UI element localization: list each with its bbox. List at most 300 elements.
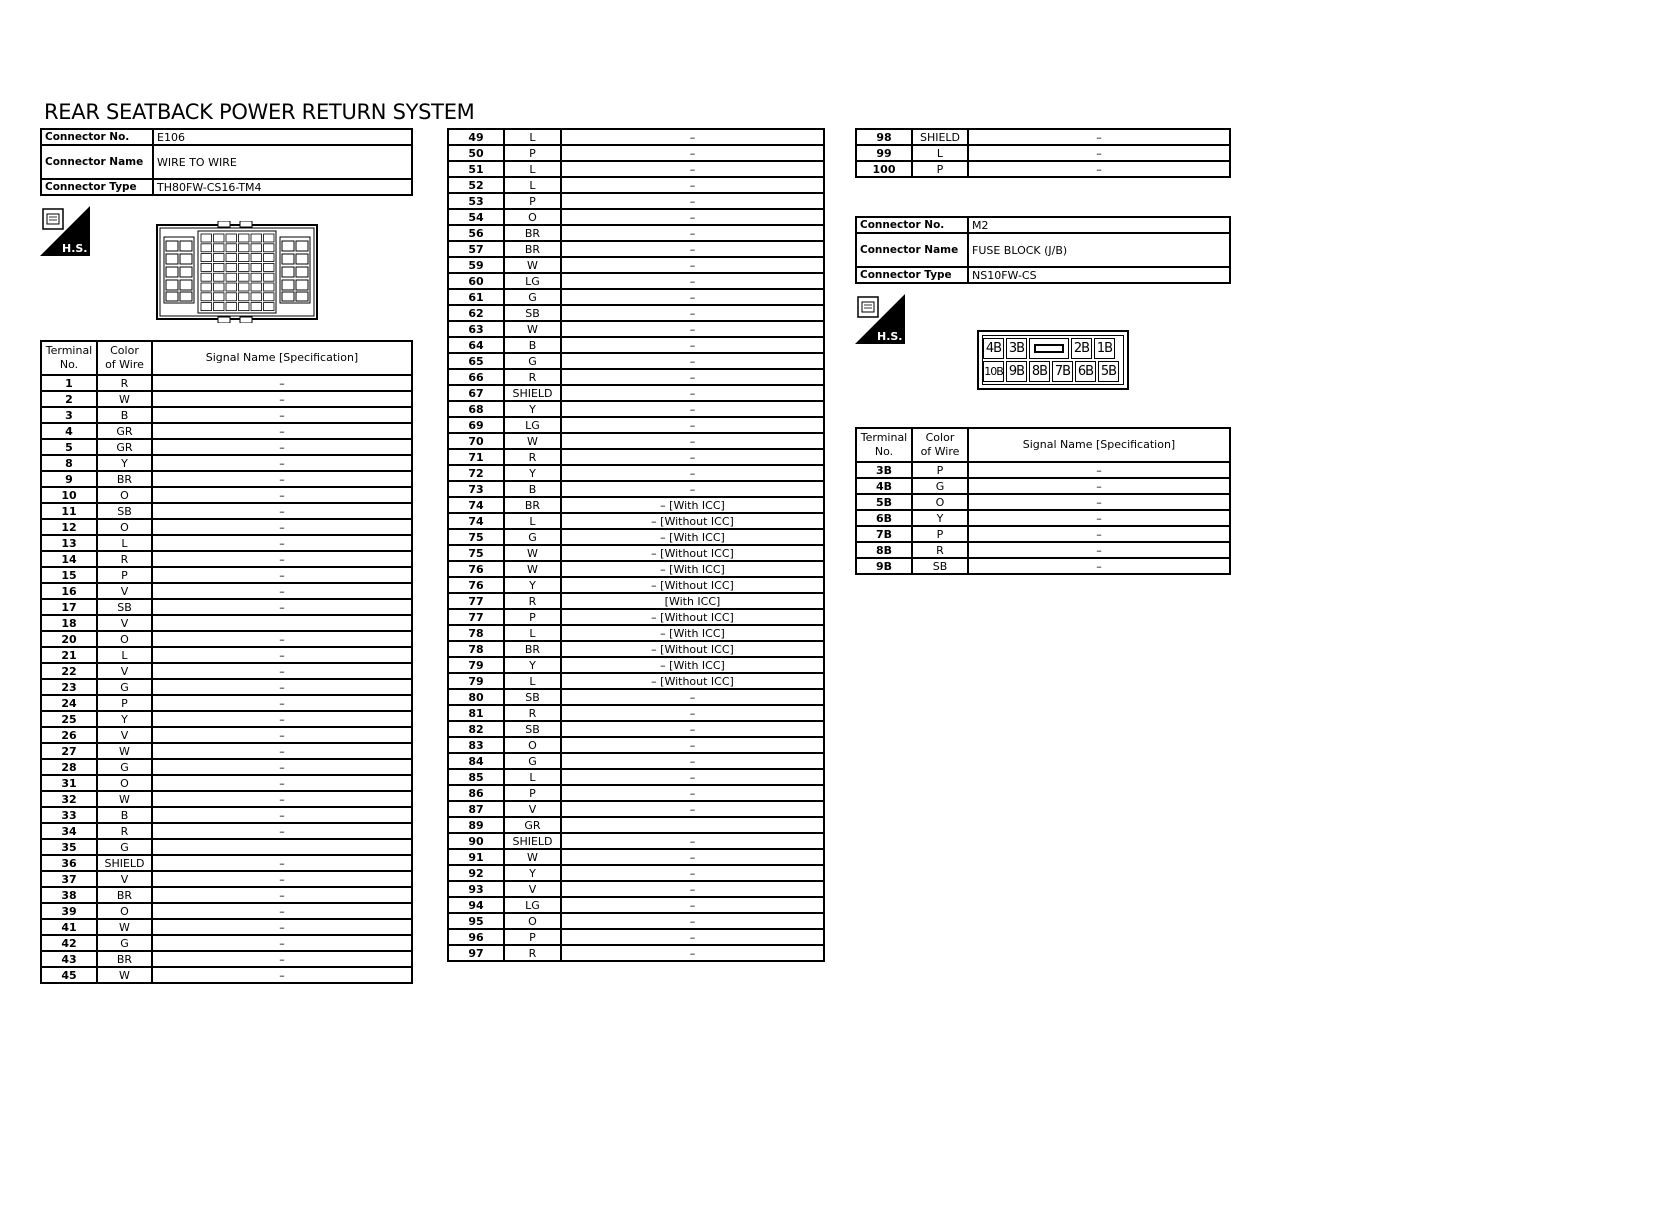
signal-name-cell: – — [968, 558, 1230, 574]
wire-color-cell: O — [97, 775, 152, 791]
signal-name-cell: – — [152, 903, 412, 919]
wire-color-cell: GR — [97, 423, 152, 439]
wire-color-cell: O — [504, 737, 561, 753]
terminal-no-cell: 13 — [41, 535, 97, 551]
table-row — [856, 494, 1230, 510]
table-row — [448, 945, 824, 961]
connector-name-label: Connector Name — [41, 145, 153, 179]
connector-info-m2 — [855, 216, 1231, 284]
table-row — [856, 526, 1230, 542]
wire-color-cell: V — [97, 663, 152, 679]
cavity-label: 6B — [1075, 361, 1096, 382]
terminal-no-cell: 52 — [448, 177, 504, 193]
table-row — [448, 753, 824, 769]
table-row — [41, 887, 412, 903]
table-row — [448, 241, 824, 257]
wire-color-cell: L — [504, 673, 561, 689]
connector-cavity — [264, 293, 275, 301]
connector-cavity — [251, 244, 262, 252]
terminal-no-cell: 22 — [41, 663, 97, 679]
terminal-no-cell: 89 — [448, 817, 504, 833]
wire-color-cell: W — [97, 743, 152, 759]
signal-name-cell: – — [152, 727, 412, 743]
signal-name-cell: – — [561, 225, 824, 241]
terminal-no-cell: 6B — [856, 510, 912, 526]
signal-name-cell: – [Without ICC] — [561, 513, 824, 529]
wire-color-cell: Y — [97, 711, 152, 727]
cavity-label: 1B — [1094, 338, 1115, 359]
signal-name-cell: – — [561, 465, 824, 481]
terminal-no-cell: 54 — [448, 209, 504, 225]
connector-cavity — [251, 254, 262, 262]
signal-name-cell: – — [561, 737, 824, 753]
terminal-no-cell: 50 — [448, 145, 504, 161]
terminal-table-3 — [855, 128, 1231, 178]
wire-color-cell: L — [504, 177, 561, 193]
terminal-no-cell: 63 — [448, 321, 504, 337]
connector-cavity — [264, 273, 275, 281]
wire-color-cell: G — [504, 753, 561, 769]
color-of-wire-header: Color of Wire — [97, 341, 152, 375]
terminal-no-cell: 37 — [41, 871, 97, 887]
terminal-no-cell: 78 — [448, 641, 504, 657]
table-row — [41, 727, 412, 743]
connector-cavity — [251, 273, 262, 281]
wire-color-cell: G — [504, 353, 561, 369]
signal-name-cell: – — [152, 663, 412, 679]
wire-color-cell: G — [504, 529, 561, 545]
signal-name-cell: – — [561, 369, 824, 385]
terminal-no-cell: 34 — [41, 823, 97, 839]
table-row — [448, 641, 824, 657]
wire-color-cell: L — [912, 145, 968, 161]
signal-name-cell: – [With ICC] — [561, 497, 824, 513]
table-row — [448, 865, 824, 881]
wire-color-cell: L — [504, 513, 561, 529]
table-row — [41, 487, 412, 503]
cavity-label: 10B — [983, 361, 1004, 382]
connector-cavity — [226, 234, 237, 242]
signal-name-cell — [152, 615, 412, 631]
terminal-no-cell: 41 — [41, 919, 97, 935]
wire-color-cell: O — [504, 209, 561, 225]
table-row — [448, 145, 824, 161]
table-row — [448, 545, 824, 561]
cavity-label: 8B — [1029, 361, 1050, 382]
signal-name-cell: – — [152, 455, 412, 471]
wire-color-cell: O — [97, 903, 152, 919]
connector-cavity — [239, 273, 250, 281]
wire-color-cell: R — [97, 375, 152, 391]
table-row — [448, 433, 824, 449]
table-row — [856, 462, 1230, 478]
wire-color-cell: B — [504, 337, 561, 353]
connector-cavity — [201, 254, 212, 262]
table-row — [448, 497, 824, 513]
terminal-no-cell: 15 — [41, 567, 97, 583]
wire-color-cell: G — [97, 679, 152, 695]
signal-name-cell: – — [152, 775, 412, 791]
terminal-no-cell: 66 — [448, 369, 504, 385]
terminal-no-cell: 100 — [856, 161, 912, 177]
terminal-no-cell: 43 — [41, 951, 97, 967]
wire-color-cell: W — [504, 545, 561, 561]
signal-name-cell: – — [561, 913, 824, 929]
terminal-no-cell: 51 — [448, 161, 504, 177]
terminal-no-cell: 42 — [41, 935, 97, 951]
connector-cavity — [201, 273, 212, 281]
connector-face-m2 — [977, 330, 1129, 390]
terminal-no-cell: 79 — [448, 657, 504, 673]
connector-cavity — [226, 283, 237, 291]
terminal-no-cell: 75 — [448, 545, 504, 561]
terminal-no-cell: 79 — [448, 673, 504, 689]
table-row — [448, 673, 824, 689]
signal-name-header: Signal Name [Specification] — [152, 341, 412, 375]
table-row — [41, 823, 412, 839]
terminal-no-cell: 62 — [448, 305, 504, 321]
wire-color-cell: Y — [504, 465, 561, 481]
wire-color-cell: P — [97, 695, 152, 711]
wire-color-cell: R — [504, 449, 561, 465]
connector-cavity — [214, 254, 225, 262]
signal-name-cell: – — [561, 305, 824, 321]
signal-name-cell: – — [561, 705, 824, 721]
table-row — [448, 257, 824, 273]
connector-no-label: Connector No. — [41, 129, 153, 145]
signal-name-cell: – — [561, 145, 824, 161]
table-row — [448, 209, 824, 225]
table-row — [41, 743, 412, 759]
terminal-no-cell: 27 — [41, 743, 97, 759]
connector-face-e106 — [156, 221, 318, 323]
signal-name-cell: – — [152, 647, 412, 663]
signal-name-cell: – — [561, 289, 824, 305]
connector-type-value: TH80FW-CS16-TM4 — [153, 179, 412, 195]
terminal-table-1 — [40, 340, 413, 984]
wire-color-cell: R — [504, 945, 561, 961]
table-row — [448, 337, 824, 353]
wire-color-cell: O — [912, 494, 968, 510]
terminal-no-cell: 38 — [41, 887, 97, 903]
wire-color-cell: G — [504, 289, 561, 305]
terminal-no-cell: 26 — [41, 727, 97, 743]
terminal-no-cell: 76 — [448, 577, 504, 593]
signal-name-cell: – — [152, 743, 412, 759]
terminal-no-cell: 57 — [448, 241, 504, 257]
connector-type-label: Connector Type — [856, 267, 968, 283]
harness-side-icon — [855, 294, 905, 344]
table-row — [41, 711, 412, 727]
table-row — [448, 689, 824, 705]
terminal-no-cell: 74 — [448, 513, 504, 529]
table-row — [448, 449, 824, 465]
table-row — [41, 679, 412, 695]
wire-color-cell: SB — [912, 558, 968, 574]
terminal-no-cell: 8B — [856, 542, 912, 558]
terminal-no-cell: 35 — [41, 839, 97, 855]
connector-name-value: FUSE BLOCK (J/B) — [968, 233, 1230, 267]
terminal-no-cell: 14 — [41, 551, 97, 567]
wire-color-cell: W — [504, 561, 561, 577]
wire-color-cell: W — [504, 849, 561, 865]
terminal-no-cell: 81 — [448, 705, 504, 721]
table-row — [448, 129, 824, 145]
terminal-no-cell: 71 — [448, 449, 504, 465]
table-row — [448, 305, 824, 321]
wire-color-cell: O — [97, 631, 152, 647]
terminal-no-cell: 39 — [41, 903, 97, 919]
terminal-no-cell: 3 — [41, 407, 97, 423]
signal-name-cell: – — [561, 257, 824, 273]
wire-color-cell: V — [97, 583, 152, 599]
terminal-no-cell: 76 — [448, 561, 504, 577]
table-row — [448, 161, 824, 177]
table-row — [448, 801, 824, 817]
signal-name-cell: – — [152, 759, 412, 775]
wire-color-cell: SHIELD — [504, 385, 561, 401]
connector-cavity — [239, 263, 250, 271]
wire-color-cell: SHIELD — [504, 833, 561, 849]
wire-color-cell: B — [97, 407, 152, 423]
signal-name-cell: – [With ICC] — [561, 625, 824, 641]
wire-color-cell: SB — [97, 503, 152, 519]
signal-name-cell: – — [561, 401, 824, 417]
signal-name-cell: – — [152, 599, 412, 615]
table-row — [41, 663, 412, 679]
terminal-no-cell: 17 — [41, 599, 97, 615]
terminal-no-cell: 53 — [448, 193, 504, 209]
signal-name-cell: – — [152, 551, 412, 567]
table-row — [41, 647, 412, 663]
terminal-no-cell: 5B — [856, 494, 912, 510]
signal-name-cell: – — [561, 801, 824, 817]
cavity-label: 7B — [1052, 361, 1073, 382]
cavity-label: 5B — [1098, 361, 1119, 382]
terminal-no-cell: 10 — [41, 487, 97, 503]
connector-cavity — [239, 283, 250, 291]
signal-name-cell: – — [152, 391, 412, 407]
wire-color-cell: P — [912, 526, 968, 542]
signal-name-cell: – — [561, 865, 824, 881]
wire-color-cell: B — [504, 481, 561, 497]
table-row — [856, 161, 1230, 177]
terminal-no-cell: 31 — [41, 775, 97, 791]
connector-cavity — [264, 263, 275, 271]
connector-cavity — [251, 234, 262, 242]
wire-color-cell: L — [504, 129, 561, 145]
signal-name-cell: – — [561, 449, 824, 465]
terminal-no-cell: 36 — [41, 855, 97, 871]
signal-name-cell: – — [561, 337, 824, 353]
terminal-no-cell: 7B — [856, 526, 912, 542]
signal-name-cell: – — [968, 161, 1230, 177]
connector-cavity — [214, 303, 225, 311]
wire-color-cell: BR — [97, 951, 152, 967]
table-row — [41, 423, 412, 439]
terminal-no-cell: 20 — [41, 631, 97, 647]
signal-name-cell: – [With ICC] — [561, 561, 824, 577]
signal-name-cell: – — [152, 487, 412, 503]
connector-cavity — [214, 244, 225, 252]
table-row — [41, 807, 412, 823]
connector-cavity — [214, 293, 225, 301]
terminal-no-cell: 87 — [448, 801, 504, 817]
terminal-no-cell: 70 — [448, 433, 504, 449]
wire-color-cell: BR — [504, 497, 561, 513]
terminal-no-cell: 60 — [448, 273, 504, 289]
signal-name-cell: – — [152, 919, 412, 935]
terminal-no-cell: 67 — [448, 385, 504, 401]
table-row — [856, 478, 1230, 494]
table-row — [41, 519, 412, 535]
connector-cavity — [251, 293, 262, 301]
terminal-no-cell: 16 — [41, 583, 97, 599]
signal-name-cell: – — [561, 945, 824, 961]
signal-name-cell: – — [561, 785, 824, 801]
terminal-no-cell: 9B — [856, 558, 912, 574]
wire-color-cell: LG — [504, 897, 561, 913]
table-row — [41, 583, 412, 599]
signal-name-cell: – — [152, 519, 412, 535]
table-row — [41, 551, 412, 567]
signal-name-cell: – — [152, 951, 412, 967]
wire-color-cell: Y — [504, 657, 561, 673]
table-row — [41, 759, 412, 775]
terminal-no-cell: 77 — [448, 609, 504, 625]
signal-name-cell: – — [561, 417, 824, 433]
terminal-no-cell: 3B — [856, 462, 912, 478]
signal-name-cell: – — [561, 769, 824, 785]
terminal-no-cell: 95 — [448, 913, 504, 929]
table-row — [41, 791, 412, 807]
signal-name-cell: – [Without ICC] — [561, 577, 824, 593]
table-row — [448, 705, 824, 721]
terminal-no-cell: 83 — [448, 737, 504, 753]
terminal-no-cell: 68 — [448, 401, 504, 417]
wire-color-cell: Y — [504, 401, 561, 417]
connector-cavity — [214, 273, 225, 281]
wire-color-cell: W — [97, 967, 152, 983]
wire-color-cell: Y — [912, 510, 968, 526]
terminal-no-cell: 4B — [856, 478, 912, 494]
wire-color-cell: L — [504, 625, 561, 641]
terminal-no-cell: 49 — [448, 129, 504, 145]
signal-name-cell: – — [561, 241, 824, 257]
table-row — [448, 737, 824, 753]
terminal-no-cell: 9 — [41, 471, 97, 487]
signal-name-cell: [With ICC] — [561, 593, 824, 609]
connector-cavity — [239, 293, 250, 301]
connector-cavity — [214, 263, 225, 271]
terminal-no-cell: 86 — [448, 785, 504, 801]
signal-name-cell: – — [561, 481, 824, 497]
wire-color-cell: GR — [97, 439, 152, 455]
table-row — [856, 542, 1230, 558]
signal-name-cell: – — [561, 161, 824, 177]
wire-color-cell: V — [97, 615, 152, 631]
connector-cavity — [201, 283, 212, 291]
terminal-no-cell: 33 — [41, 807, 97, 823]
wire-color-cell: V — [504, 881, 561, 897]
signal-name-cell: – — [561, 273, 824, 289]
cavity-label: 3B — [1006, 338, 1027, 359]
table-row — [448, 465, 824, 481]
table-row — [448, 321, 824, 337]
terminal-table-4 — [855, 427, 1231, 575]
terminal-no-cell: 85 — [448, 769, 504, 785]
wire-color-cell: SB — [504, 721, 561, 737]
connector-cavity — [264, 303, 275, 311]
connector-cavity — [264, 254, 275, 262]
signal-name-cell: – — [561, 849, 824, 865]
terminal-no-cell: 82 — [448, 721, 504, 737]
wire-color-cell: W — [97, 391, 152, 407]
signal-name-cell: – [Without ICC] — [561, 609, 824, 625]
table-row — [41, 503, 412, 519]
table-row — [448, 593, 824, 609]
terminal-no-cell: 25 — [41, 711, 97, 727]
connector-cavity — [201, 293, 212, 301]
connector-cavity — [264, 234, 275, 242]
table-row — [41, 967, 412, 983]
terminal-no-cell: 91 — [448, 849, 504, 865]
wire-color-cell: G — [97, 935, 152, 951]
table-row — [41, 775, 412, 791]
table-row — [448, 609, 824, 625]
table-row — [41, 695, 412, 711]
terminal-no-cell: 69 — [448, 417, 504, 433]
wire-color-cell: R — [912, 542, 968, 558]
connector-cavity — [264, 244, 275, 252]
wire-color-cell: W — [97, 919, 152, 935]
terminal-no-cell: 99 — [856, 145, 912, 161]
terminal-no-cell: 45 — [41, 967, 97, 983]
table-row — [448, 881, 824, 897]
signal-name-cell: – — [968, 478, 1230, 494]
table-row — [448, 897, 824, 913]
table-row — [41, 855, 412, 871]
connector-cavity — [239, 244, 250, 252]
cavity-label: 9B — [1006, 361, 1027, 382]
terminal-no-cell: 94 — [448, 897, 504, 913]
table-row — [448, 385, 824, 401]
table-row — [448, 401, 824, 417]
wire-color-cell: R — [504, 593, 561, 609]
signal-name-cell: – — [152, 631, 412, 647]
hs-label: H.S. — [62, 242, 88, 255]
connector-cavity — [239, 234, 250, 242]
table-row — [448, 529, 824, 545]
terminal-no-cell: 4 — [41, 423, 97, 439]
signal-name-cell: – [With ICC] — [561, 657, 824, 673]
connector-cavity — [239, 303, 250, 311]
terminal-no-cell: 93 — [448, 881, 504, 897]
table-row — [448, 369, 824, 385]
connector-cavity — [251, 263, 262, 271]
signal-name-cell: – — [968, 542, 1230, 558]
wire-color-cell: BR — [97, 471, 152, 487]
wire-color-cell: BR — [97, 887, 152, 903]
table-row — [41, 615, 412, 631]
connector-cavity — [201, 263, 212, 271]
wire-color-cell: L — [97, 535, 152, 551]
table-row — [41, 839, 412, 855]
wire-color-cell: Y — [504, 865, 561, 881]
terminal-no-cell: 73 — [448, 481, 504, 497]
signal-name-cell — [561, 817, 824, 833]
terminal-no-cell: 12 — [41, 519, 97, 535]
